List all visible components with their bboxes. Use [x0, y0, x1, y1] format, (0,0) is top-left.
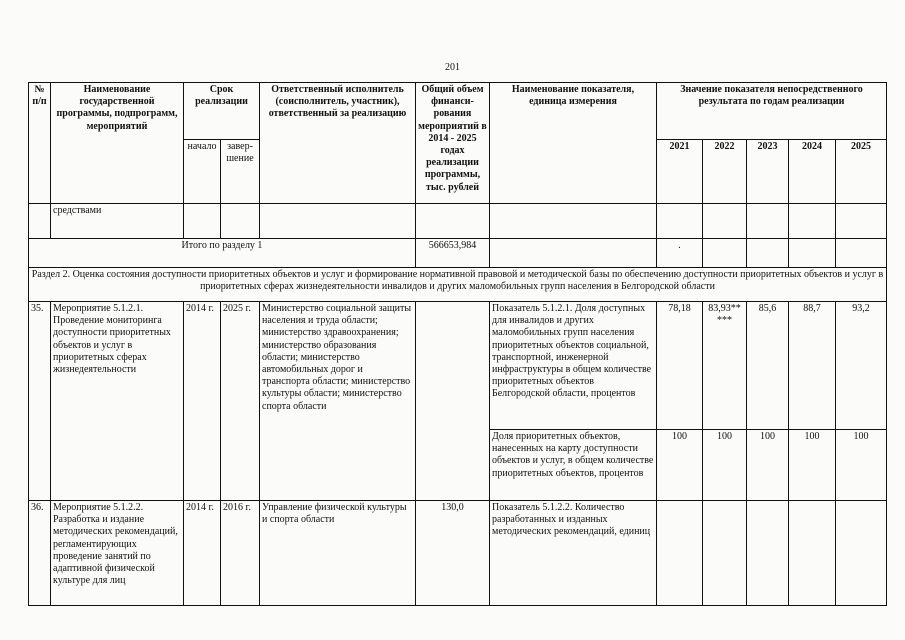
row-start: 2014 г.: [184, 302, 221, 501]
indicator-value-2023: 85,6: [747, 302, 789, 430]
indicator-value-2021: [657, 501, 703, 606]
row-name: Мероприятие 5.1.2.2. Разработка и издание методических рекомендаций, регламентирующих проведение занятий по адаптивной физической культуре для лиц: [51, 501, 184, 606]
indicator-name: Доля приоритетных объектов, нанесенных на карту доступности объектов и услуг, в общем количестве приоритетных объектов, процентов: [490, 430, 657, 501]
indicator-value-2021: 78,18: [657, 302, 703, 430]
indicator-value-2023: 100: [747, 430, 789, 501]
indicator-value-2024: 88,7: [789, 302, 836, 430]
total-volume: 566653,984: [416, 239, 490, 268]
row-number: 35.: [29, 302, 51, 501]
continuation-row: [29, 204, 887, 239]
total-row: [29, 239, 887, 268]
header-values: Значение показателя непосредственного результата по годам реализации: [657, 83, 887, 140]
row-volume: [416, 302, 490, 501]
table-row: [29, 501, 887, 606]
row-executor: Министерство социальной защиты населения и труда области; министерство здравоохранения; министерство образования области; министерство автомобильных дорог и транспорта области; министерство культуры области; министерство спорта области: [260, 302, 416, 501]
header-year-2021: 2021: [657, 140, 703, 204]
indicator-value-2024: [789, 501, 836, 606]
indicator-name: Показатель 5.1.2.1. Доля доступных для инвалидов и других маломобильных групп населения приоритетных объектов социальной, транспортной, инженерной инфраструктуры в общем количестве приоритетных объектов Белгородской области, процентов: [490, 302, 657, 430]
row-end: 2016 г.: [221, 501, 260, 606]
header-num: № п/п: [29, 83, 51, 204]
indicator-value-2022: [703, 501, 747, 606]
indicator-value-2022: 100: [703, 430, 747, 501]
header-term-end: завер-шение: [221, 140, 260, 204]
total-mark: .: [657, 239, 703, 268]
row-name: Мероприятие 5.1.2.1. Проведение мониторинга доступности приоритетных объектов и услуг в приоритетных сферах жизнедеятельности: [51, 302, 184, 501]
row-volume: 130,0: [416, 501, 490, 606]
table-row: [29, 302, 887, 430]
header-term-start: начало: [184, 140, 221, 204]
section-title: Раздел 2. Оценка состояния доступности приоритетных объектов и услуг и формирование нормативной правовой и методической базы по обеспечению доступности приоритетных объектов и услуг в приоритетных сферах жизнедеятельности инвалидов и других маломобильных групп населения в Белгородской области: [29, 268, 887, 302]
header-volume: Общий объем финанси-рования мероприятий в 2014 - 2025 годах реализации программы, тыс. рублей: [416, 83, 490, 204]
header-name: Наименование государственной программы, подпрограмм, мероприятий: [51, 83, 184, 204]
row-end: 2025 г.: [221, 302, 260, 501]
indicator-value-2022: 83,93** ***: [703, 302, 747, 430]
indicator-value-2024: 100: [789, 430, 836, 501]
header-year-2022: 2022: [703, 140, 747, 204]
indicator-value-2021: 100: [657, 430, 703, 501]
header-year-2025: 2025: [836, 140, 887, 204]
section-row: [29, 268, 887, 302]
header-year-2023: 2023: [747, 140, 789, 204]
indicator-value-2025: 100: [836, 430, 887, 501]
indicator-value-2025: [836, 501, 887, 606]
header-row-1: [29, 83, 887, 140]
continuation-name: средствами: [51, 204, 184, 239]
header-executor: Ответственный исполнитель (соисполнитель, участник), ответственный за реализацию: [260, 83, 416, 204]
indicator-value-2023: [747, 501, 789, 606]
program-table: [28, 82, 887, 606]
indicator-value-2025: 93,2: [836, 302, 887, 430]
total-label: Итого по разделу 1: [29, 239, 416, 268]
row-number: 36.: [29, 501, 51, 606]
header-term: Срок реализации: [184, 83, 260, 140]
header-year-2024: 2024: [789, 140, 836, 204]
page-number: 201: [445, 62, 460, 73]
indicator-name: Показатель 5.1.2.2. Количество разработанных и изданных методических рекомендаций, единиц: [490, 501, 657, 606]
row-executor: Управление физической культуры и спорта области: [260, 501, 416, 606]
header-indicator: Наименование показателя, единица измерения: [490, 83, 657, 204]
row-start: 2014 г.: [184, 501, 221, 606]
